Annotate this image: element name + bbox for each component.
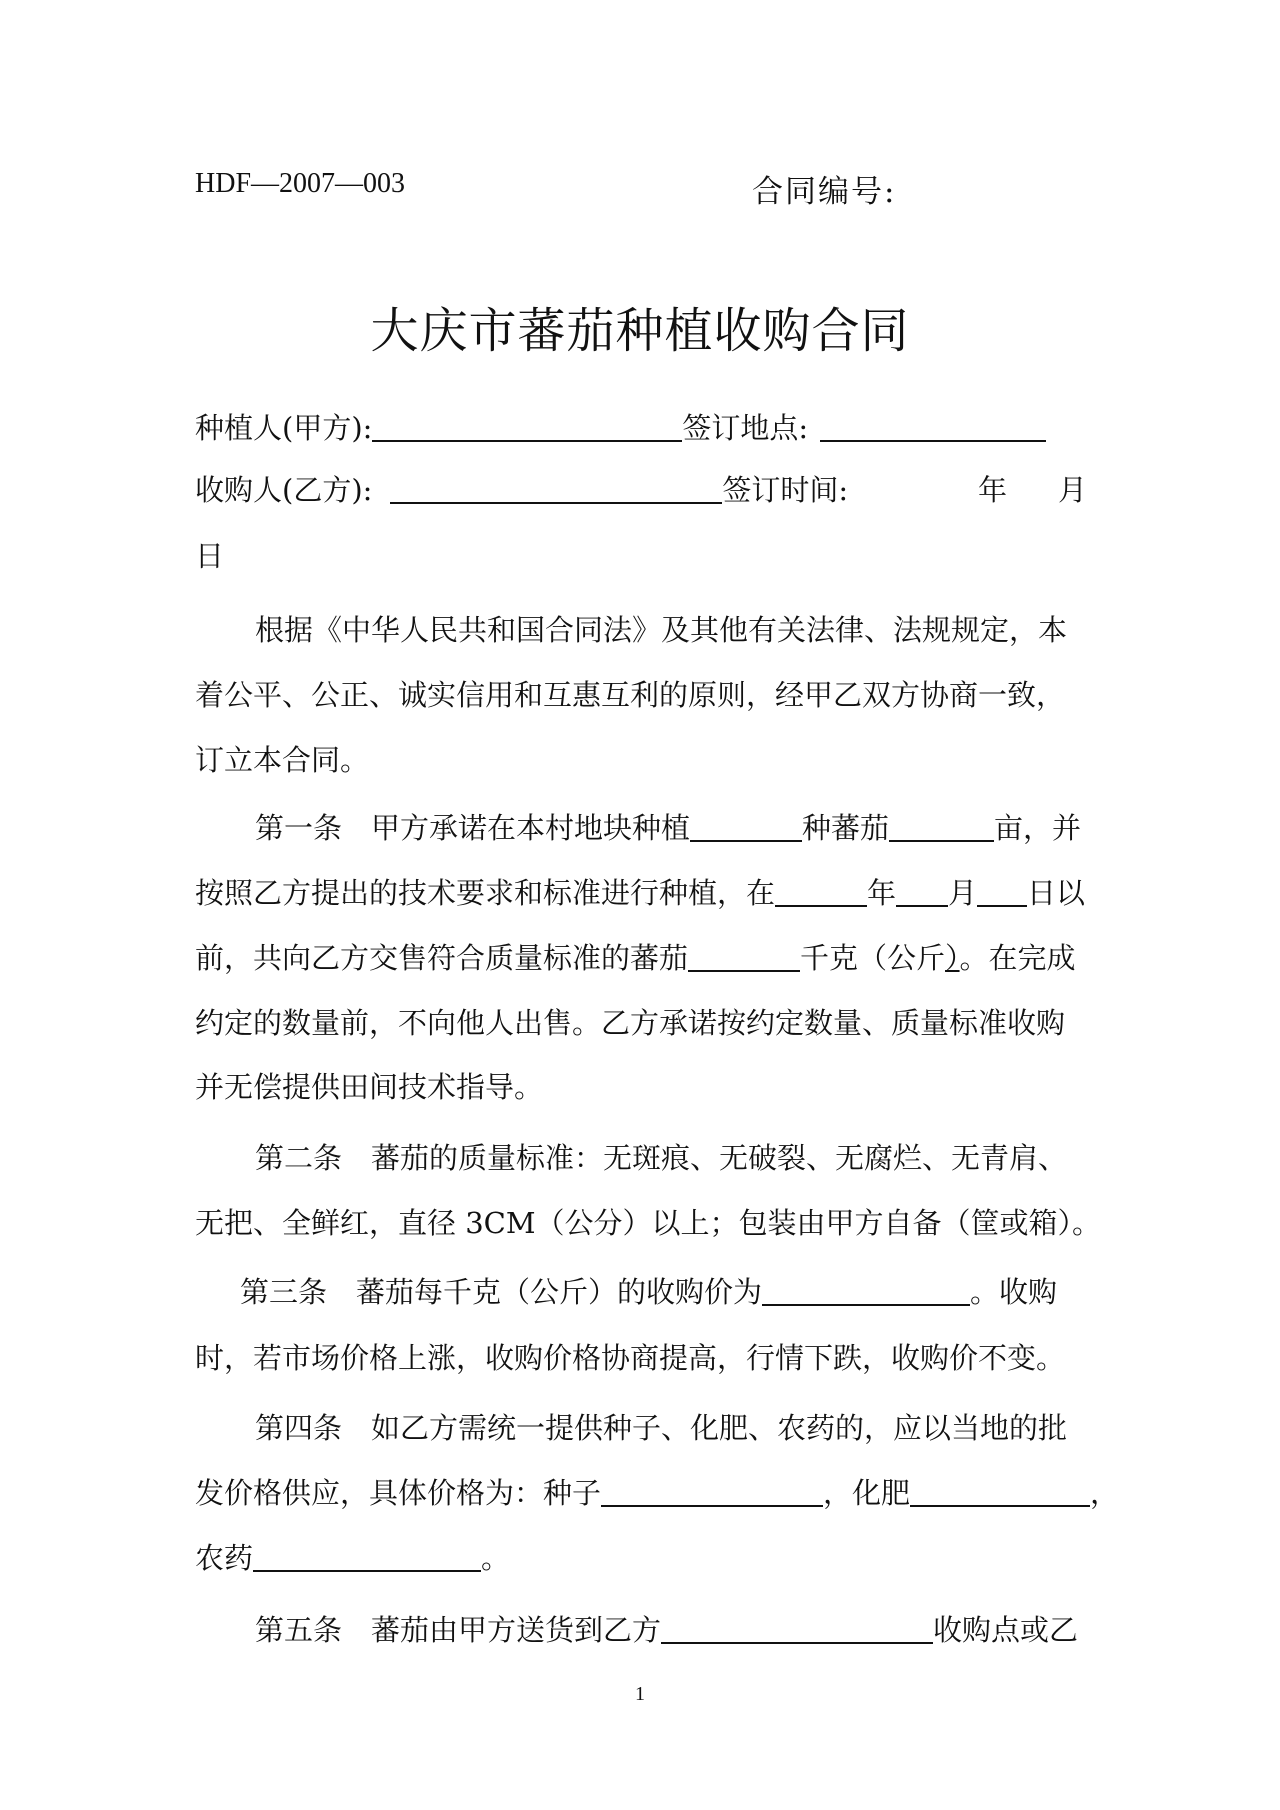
deadline-month-blank (896, 879, 948, 907)
preamble-line: 着公平、公正、诚实信用和互惠互利的原则，经甲乙双方协商一致， (195, 678, 1066, 712)
article-1-text: 前，共向乙方交售符合质量标准的蕃茄 (195, 941, 689, 975)
contract-number-label: 合同编号: (752, 174, 897, 210)
pesticide-price-blank (253, 1544, 481, 1572)
article-3-text: 第三条 蕃茄每千克（公斤）的收购价为 (240, 1275, 763, 1309)
variety-blank (690, 814, 802, 842)
article-4-text: 发价格供应，具体价格为：种子 (195, 1476, 602, 1510)
article-2-line: 第二条 蕃茄的质量标准：无斑痕、无破裂、无腐烂、无青肩、 (255, 1141, 1068, 1175)
article-1-text: 千克（公斤 (800, 941, 946, 975)
article-1-text: 按照乙方提出的技术要求和标准进行种植，在 (195, 876, 776, 910)
article-3-line: 时，若市场价格上涨，收购价格协商提高，行情下跌，收购价不变。 (195, 1341, 1066, 1375)
article-1-text: ） (945, 941, 960, 975)
deadline-day-blank (977, 879, 1027, 907)
article-5-text: 第五条 蕃茄由甲方送货到乙方 (255, 1613, 662, 1647)
sign-time-label: 签订时间: (722, 473, 849, 507)
article-3-line (240, 1272, 1057, 1312)
preamble-line: 订立本合同。 (195, 743, 370, 777)
article-1-line: 并无偿提供田间技术指导。 (195, 1070, 544, 1104)
price-blank (762, 1278, 970, 1306)
page-title: 大庆市蕃茄种植收购合同 (370, 303, 910, 359)
article-1-text: 种蕃茄 (802, 811, 890, 845)
article-1-line: 约定的数量前，不向他人出售。乙方承诺按约定数量、质量标准收购 (195, 1006, 1066, 1040)
preamble-line: 根据《中华人民共和国合同法》及其他有关法律、法规规定，本 (255, 613, 1068, 647)
sign-place-label: 签订地点: (682, 411, 809, 445)
article-2-line: 无把、全鲜红，直径 3CM（公分）以上；包装由甲方自备（筐或箱）。 (195, 1206, 1102, 1240)
buyer-blank (390, 476, 722, 504)
sign-month: 月 (1058, 473, 1088, 507)
article-4-line: 第四条 如乙方需统一提供种子、化肥、农药的，应以当地的批 (255, 1411, 1068, 1445)
article-3-text: 。收购 (970, 1275, 1058, 1309)
sign-place-blank (820, 414, 1046, 442)
seed-price-blank (601, 1479, 823, 1507)
article-1-text: 日以 (1027, 876, 1086, 910)
page-number: 1 (635, 1683, 645, 1705)
sign-day: 日 (195, 539, 225, 573)
article-1-text: 第一条 甲方承诺在本村地块种植 (255, 811, 691, 845)
buyer-label: 收购人(乙方): (195, 473, 373, 507)
article-1-line (195, 938, 1076, 978)
area-blank (889, 814, 994, 842)
article-1-line (195, 873, 1085, 913)
article-4-text: 。 (481, 1541, 511, 1575)
deadline-year-blank (775, 879, 867, 907)
planter-row (195, 408, 1046, 448)
article-1-text: 。在完成 (959, 941, 1076, 975)
fertilizer-price-blank (910, 1479, 1090, 1507)
article-4-text: 农药 (195, 1541, 254, 1575)
planter-blank (372, 414, 682, 442)
article-1-text: 月 (948, 876, 978, 910)
planter-label: 种植人(甲方): (195, 411, 373, 445)
delivery-location-blank (661, 1616, 933, 1644)
article-4-line (195, 1538, 510, 1578)
buyer-row (195, 470, 848, 510)
article-1-text: 亩，并 (994, 811, 1082, 845)
article-5-line (255, 1610, 1078, 1650)
article-4-text: ，化肥 (823, 1476, 911, 1510)
sign-year: 年 (978, 473, 1008, 507)
article-5-text: 收购点或乙 (933, 1613, 1079, 1647)
article-1-text: 年 (867, 876, 897, 910)
document-code: HDF—2007—003 (195, 168, 406, 199)
quantity-blank (688, 944, 800, 972)
article-4-text: ， (1090, 1476, 1120, 1510)
article-1-line (255, 808, 1081, 848)
article-4-line (195, 1473, 1119, 1513)
